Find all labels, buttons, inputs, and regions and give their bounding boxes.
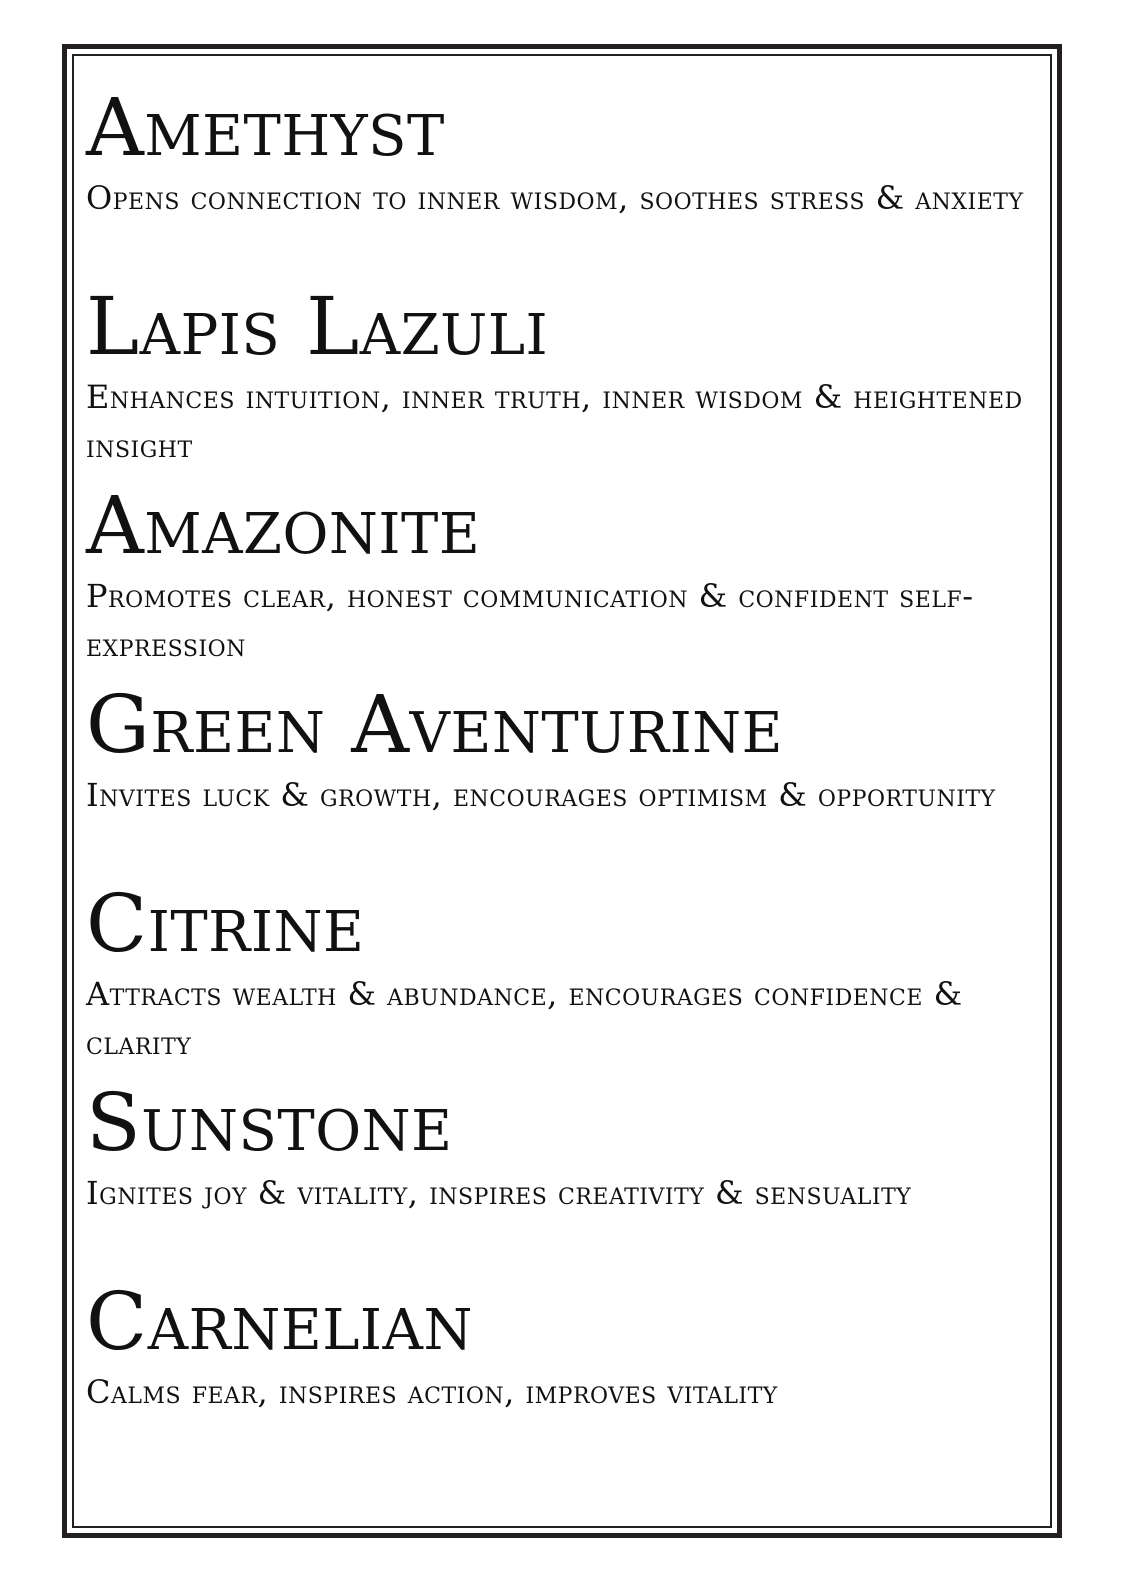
stone-entry-green-aventurine xyxy=(86,679,1038,878)
stone-description: Calms fear, inspires action, improves vitality xyxy=(86,1373,778,1411)
stone-entry-amethyst xyxy=(86,82,1038,281)
stone-description: Promotes clear, honest communication & confident self-expression xyxy=(86,577,974,664)
stone-description: Enhances intuition, inner truth, inner wisdom & heightened insight xyxy=(86,378,1023,465)
stone-entry-carnelian xyxy=(86,1276,1038,1475)
stone-name: Carnelian xyxy=(86,1275,473,1368)
stone-name: Green Aventurine xyxy=(86,678,784,771)
stone-name: Amethyst xyxy=(86,81,445,174)
stone-name: Sunstone xyxy=(86,1076,453,1169)
stone-name: Lapis Lazuli xyxy=(86,280,549,373)
stone-description: Ignites joy & vitality, inspires creativity & sensuality xyxy=(86,1174,912,1212)
stone-name: Citrine xyxy=(86,877,365,970)
stone-description: Invites luck & growth, encourages optimism & opportunity xyxy=(86,776,996,814)
stone-entry-amazonite xyxy=(86,480,1038,679)
stone-description: Opens connection to inner wisdom, soothes stress & anxiety xyxy=(86,179,1024,217)
stone-description: Attracts wealth & abundance, encourages confidence & clarity xyxy=(86,975,963,1062)
stone-entry-lapis-lazuli xyxy=(86,281,1038,480)
stone-entry-citrine xyxy=(86,878,1038,1077)
stone-name: Amazonite xyxy=(86,479,481,572)
stone-entry-sunstone xyxy=(86,1077,1038,1276)
crystal-list xyxy=(86,82,1038,1475)
